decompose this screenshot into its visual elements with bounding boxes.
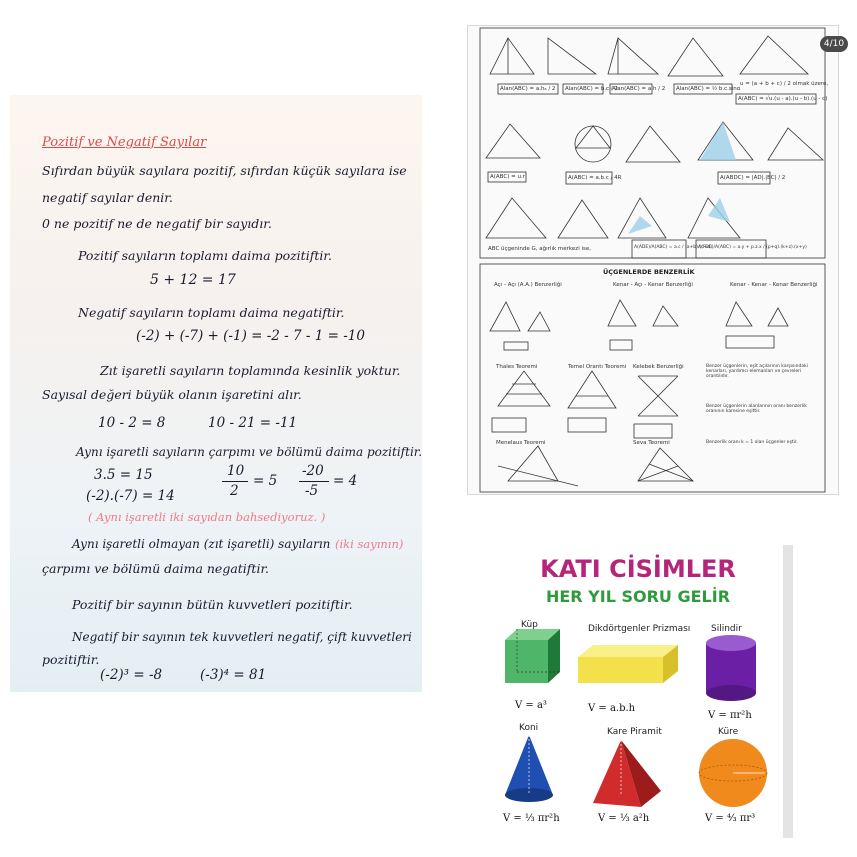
note-line: Negatif bir sayının tek kuvvetleri negatif, çift kuvvetleri [72,630,412,644]
note-equation: 3.5 = 15 [94,467,153,483]
fraction-bar [299,481,329,482]
shape-formula: V = πr²h [708,710,752,721]
cube-shape [505,629,560,683]
theorem-title: Açı - Açı (A.A.) Benzerliği [494,282,562,288]
shape-label: Silindir [711,624,742,634]
shape-label: Küp [521,620,538,630]
note-line: çarpımı ve bölümü daima negatiftir. [42,561,270,576]
formula: Alan(ABC) = b.c / 2 [565,86,618,92]
cone-shape [505,735,553,802]
note-line: pozitiftir. [42,652,100,667]
note-equation: (-3)⁴ = 81 [200,667,267,683]
sphere-shape [699,739,767,807]
formula: A(ABC) = a.b.c / 4R [568,175,622,181]
theorem-title: Seva Teoremi [633,440,670,446]
shape-label: Kare Piramit [607,727,662,737]
section-title: ÜÇGENLERDE BENZERLİK [603,268,695,276]
note-text: Benzer üçgenlerin alanlarının oranı benzerlik oranının karesine eşittir. [706,404,807,414]
note-equation: (-2).(-7) = 14 [86,488,175,504]
note-equation: 5 + 12 = 17 [150,272,236,288]
formula: A(ABC) = √u.(u - a).(u - b).(u - c) [738,96,828,102]
poster-title: KATI CİSİMLER [540,555,736,583]
note-equation: 10 - 21 = -11 [208,415,298,431]
shape-label: Küre [718,727,739,737]
note-line: Pozitif sayıların toplamı daima pozitiftir. [78,248,332,263]
note-equation: (-2) + (-7) + (-1) = -2 - 7 - 1 = -10 [136,328,365,344]
note-line: Aynı işaretli olmayan (zıt işaretli) sayıların [72,537,331,551]
fraction-denominator: 2 [230,483,239,499]
note-line: Pozitif bir sayının bütün kuvvetleri pozitiftir. [72,597,353,612]
theorem-title: Kelebek Benzerliği [633,364,684,370]
formula: Alan(ABC) = ½ b.c.sinα [676,86,741,92]
formula: A(ABC) = u.r [490,174,525,180]
fraction-denominator: -5 [305,483,319,499]
note-remark: ( Aynı işaretli iki sayıdan bahsediyoruz. ) [88,510,326,524]
solids-poster [493,545,783,838]
prism-shape [578,645,678,683]
shape-label: Koni [519,723,539,733]
handwritten-note [10,95,422,692]
note-title: Pozitif ve Negatif Sayılar [42,135,207,150]
note-text: Benzerlik oranı k = 1 olan üçgenler eştir. [706,440,798,445]
formula: A(FDE)/A(ABC) = a.y + p.z.x / (p+q).(k+z).(x+y) [698,245,807,250]
theorem-title: Menelaus Teoremi [496,440,546,446]
formula: ABC üçgeninde G, ağırlık merkezi ise, [488,246,591,252]
fraction-numerator: -20 [302,463,324,479]
formula: Alan(ABC) = a.hₐ / 2 [500,86,556,92]
fraction-numerator: 10 [227,463,245,479]
theorem-title: Kenar - Kenar - Kenar Benzerliği [730,282,818,288]
note-line: Sıfırdan büyük sayılara pozitif, sıfırdan küçük sayılara ise [42,163,407,178]
theorem-title: Kenar - Açı - Kenar Benzerliği [613,282,693,288]
formula: A(ABDC) = |AD|.|BC| / 2 [720,175,786,181]
note-equation: = 5 [253,473,278,489]
formula: A(ADE)/A(ABC) = a.c / (a+b).(c+d) [634,245,712,250]
shape-formula: V = ⅓ a²h [598,813,650,824]
pyramid-shape [593,740,661,807]
note-equation: = 4 [333,473,358,489]
note-line: 0 ne pozitif ne de negatif bir sayıdır. [42,216,272,231]
formula: u = (a + b + c) / 2 olmak üzere, [740,81,829,87]
theorem-title: Temel Orantı Teoremi [568,364,627,370]
shape-formula: V = a.b.h [588,703,636,714]
shape-formula: V = a³ [515,700,547,711]
cylinder-shape [706,635,756,701]
solids-illustrations [493,545,783,838]
fraction-bar [222,481,248,482]
shape-formula: V = ⁴⁄₃ πr³ [705,813,756,824]
note-line: Aynı işaretli sayıların çarpımı ve bölümü daima pozitiftir. [76,445,423,459]
page-counter-badge: 4/10 [820,36,848,52]
note-remark: (iki sayının) [335,537,404,551]
note-text: Benzer üçgenlerin, eşit açılarının karşısındaki kenarları, yardımcı elemanları ve çevreleri orantılıdır. [706,364,808,379]
note-line: Negatif sayıların toplamı daima negatiftir. [78,305,345,320]
poster-subtitle: HER YIL SORU GELİR [545,587,731,606]
formula-sheet [467,25,839,495]
note-line: negatif sayılar denir. [42,190,173,205]
note-equation: 10 - 2 = 8 [98,415,166,431]
shape-formula: V = ⅓ πr²h [503,813,560,824]
note-line: Sayısal değeri büyük olanın işaretini alır. [42,387,302,402]
shape-label: Dikdörtgenler Prizması [588,624,691,634]
note-line: Zıt işaretli sayıların toplamında kesinlik yoktur. [100,363,401,378]
poster-edge [783,545,793,838]
note-equation: (-2)³ = -8 [100,667,163,683]
theorem-title: Thales Teoremi [496,364,538,370]
formula: Alan(ABC) = a.h / 2 [612,86,666,92]
